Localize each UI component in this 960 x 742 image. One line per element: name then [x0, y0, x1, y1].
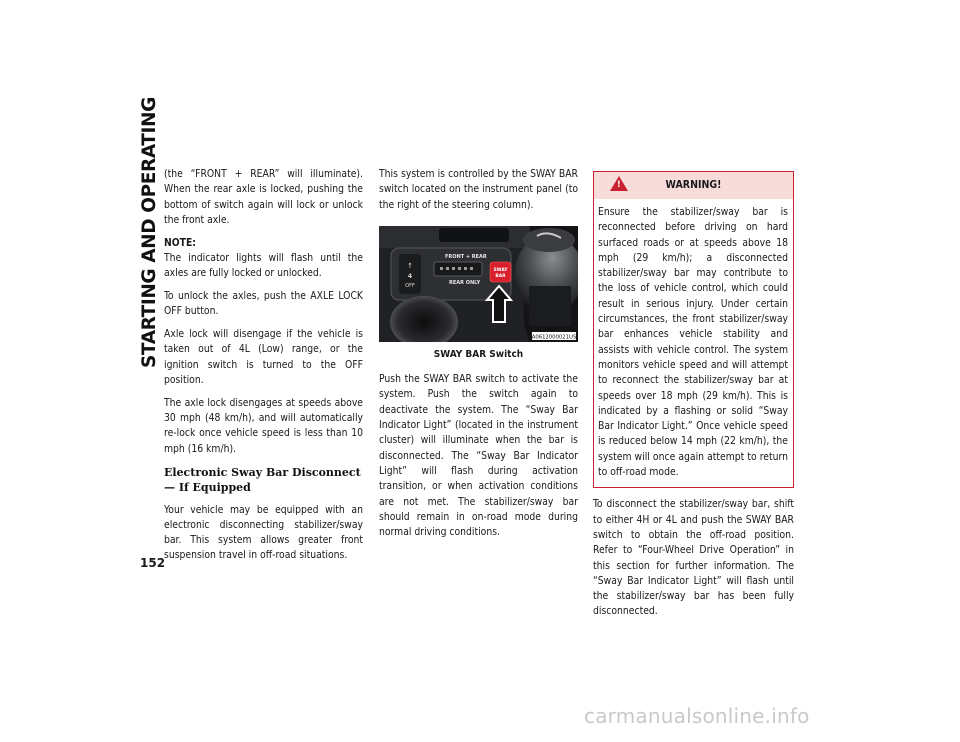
note — [164, 236, 363, 282]
warning-box — [593, 171, 794, 488]
paragraph: To unlock the axles, push the AXLE LOCK OFF button. — [164, 290, 363, 318]
section-title: STARTING AND OPERATING — [139, 97, 160, 368]
paragraph: This system is controlled by the SWAY BAR switch located on the instrument panel (to the right of the steering column). — [379, 168, 578, 211]
note-text: The indicator lights will flash until the axles are fully locked or unlocked. — [164, 251, 363, 280]
column-2 — [379, 167, 578, 548]
column-1 — [164, 167, 363, 571]
warning-header — [594, 172, 793, 199]
bar-label: BAR — [495, 273, 506, 279]
exclamation-icon: ! — [617, 180, 621, 190]
warning-text: Ensure the stabilizer/sway bar is reconnected before driving on hard surfaced roads or at speeds above 18 mph (29 km/h); a disconnected stabilizer/sway bar may contribute to the loss of vehicle control, which could result in serious injury. Under certain circumstances, the front stabilizer/sway bar enhances vehicle stability and assists with vehicle control. The system monitors vehicle speed and will attempt to reconnect the stabilizer/sway bar at speeds over 18 mph (29 km/h). This is indicated by a flashing or solid “Sway Bar Indicator Light.” Once vehicle speed is reduced below 14 mph (22 km/h), the system will once again attempt to return to off-road mode. — [598, 206, 788, 479]
paragraph: The axle lock disengages at speeds above 30 mph (48 km/h), and will automatically re-lock once vehicle speed is less than 10 mph (16 km/h). — [164, 396, 363, 455]
front-rear-label: FRONT + REAR — [445, 253, 487, 260]
rear-only-label: REAR ONLY — [449, 279, 481, 286]
section-title-vertical — [138, 97, 162, 368]
sway-bar-switch-photo — [379, 226, 578, 342]
paragraph: Your vehicle may be equipped with an electronic disconnecting stabilizer/sway bar. This system allows greater front suspension travel in off-road situations. — [164, 503, 363, 562]
figure-caption: SWAY BAR Switch — [433, 348, 524, 360]
svg-text:↑: ↑ — [407, 261, 413, 270]
paragraph: Axle lock will disengage if the vehicle is taken out of 4L (Low) range, or the ignition switch is turned to the OFF position. — [164, 328, 363, 387]
off-label: OFF — [405, 282, 415, 289]
section-heading: Electronic Sway Bar Disconnect — If Equipped — [164, 465, 361, 494]
sway-bar-switch-figure — [379, 226, 578, 342]
paragraph: To disconnect the stabilizer/sway bar, shift to either 4H or 4L and push the SWAY BAR switch to obtain the off-road position. Refer to “Four-Wheel Drive Operation” in this section for further information. The “Sway Bar Indicator Light” will flash until the stabilizer/sway bar has been fully disconnected. — [593, 498, 794, 618]
watermark: carmanualsonline.info — [584, 704, 810, 728]
note-label: NOTE: — [164, 236, 196, 249]
paragraph: (the “FRONT + REAR” will illuminate). When the rear axle is locked, pushing the bottom of switch again will lock or unlock the front axle. — [164, 168, 363, 226]
column-3 — [593, 171, 794, 627]
image-code: A0612000021US — [531, 334, 577, 341]
svg-text:4: 4 — [407, 272, 413, 280]
sway-label: SWAY — [493, 267, 508, 273]
warning-title: WARNING! — [665, 179, 722, 191]
paragraph: Push the SWAY BAR switch to activate the system. Push the switch again to deactivate the system. The “Sway Bar Indicator Light” (located in the instrument cluster) will illuminate when the bar is disconnected. The “Sway Bar Indicator Light” will flash during activation transition, or when activation conditions are not met. The stabilizer/sway bar should remain in on-road mode during normal driving conditions. — [379, 373, 578, 539]
page-number: 152 — [140, 556, 166, 570]
